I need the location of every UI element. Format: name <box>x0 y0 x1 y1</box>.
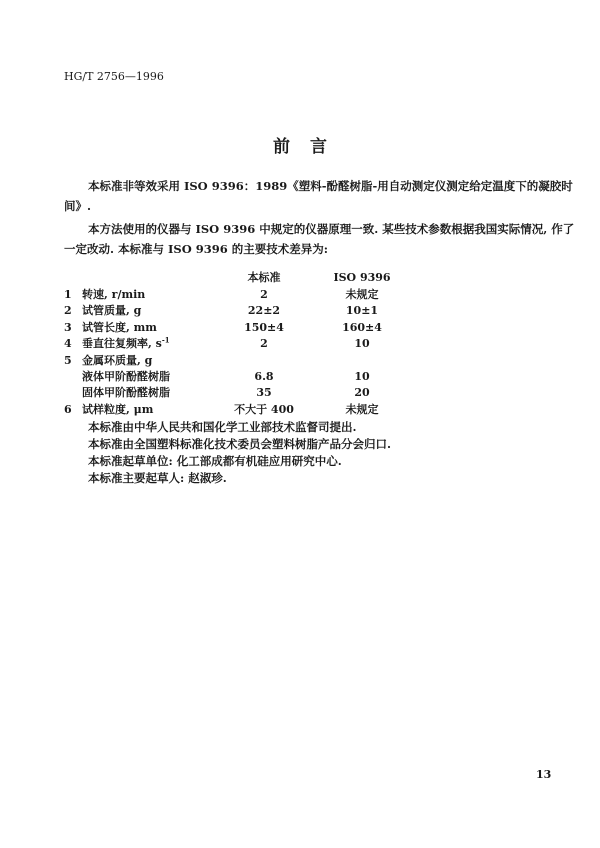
paragraph-1-line-2: 间》. <box>64 199 92 213</box>
paragraph-1-line-1: 本标准非等效采用 ISO 9396：1989《塑料-酚醛树脂-用自动测定仪测定给定温度下的凝胶时 <box>88 179 573 193</box>
note-4: 本标准主要起草人: 赵淑珍. <box>88 471 227 485</box>
iso-value: 10±1 <box>345 304 379 318</box>
standard-value: 不大于 400 <box>234 402 294 416</box>
iso-value: 10 <box>354 337 370 351</box>
row-number: 3 <box>64 320 72 334</box>
table-row <box>64 385 484 401</box>
row-label-text: 试样粒度, μm <box>82 402 154 416</box>
row-label-text: 垂直往复频率, s <box>82 337 162 351</box>
standard-value: 22±2 <box>247 304 281 318</box>
standard-value: 2 <box>260 337 268 351</box>
row-label <box>82 336 170 352</box>
table-row <box>64 287 484 303</box>
paragraph-2-line-2: 一定改动. 本标准与 ISO 9396 的主要技术差异为: <box>64 242 328 256</box>
page-number: 13 <box>536 768 552 781</box>
row-label <box>82 402 153 418</box>
row-label-text: 试管质量, g <box>82 304 142 318</box>
row-label <box>82 287 145 303</box>
row-label-text: 液体甲阶酚醛树脂 <box>82 370 170 383</box>
note-3: 本标准起草单位: 化工部成都有机硅应用研究中心. <box>88 454 342 468</box>
table-header <box>64 270 484 286</box>
table-row <box>64 353 484 369</box>
standard-value: 2 <box>260 288 268 301</box>
standard-value: 6.8 <box>254 370 274 383</box>
row-number: 1 <box>64 288 72 301</box>
row-number: 2 <box>64 304 72 318</box>
row-label-text: 固体甲阶酚醛树脂 <box>82 386 170 400</box>
row-number: 4 <box>64 337 72 351</box>
table-row <box>64 369 484 385</box>
iso-value: 160±4 <box>342 320 382 334</box>
row-number: 6 <box>64 402 72 416</box>
row-label <box>82 320 157 336</box>
row-label-text: 试管长度, mm <box>82 320 157 334</box>
table-row <box>64 320 484 336</box>
row-label <box>82 353 152 369</box>
note-2: 本标准由全国塑料标准化技术委员会塑料树脂产品分会归口. <box>88 437 392 451</box>
iso-value: 10 <box>354 370 370 383</box>
row-label-text: 金属环质量, g <box>82 353 153 367</box>
note-1: 本标准由中华人民共和国化学工业部技术监督司提出. <box>88 420 357 434</box>
standard-value: 35 <box>256 386 272 400</box>
table-row <box>64 303 484 319</box>
column-header-iso: ISO 9396 <box>333 271 391 284</box>
paragraph-2-line-1: 本方法使用的仪器与 ISO 9396 中规定的仪器原理一致. 某些技术参数根据我国实际情况, 作了 <box>88 222 575 236</box>
row-label <box>82 385 170 401</box>
column-header-standard: 本标准 <box>247 271 281 284</box>
row-number: 5 <box>64 353 72 367</box>
page-title: 前言 <box>273 137 347 157</box>
row-label-text: 转速, r/min <box>82 288 146 301</box>
row-label <box>82 369 170 385</box>
table-row <box>64 336 484 352</box>
document-header: HG/T 2756—1996 <box>64 70 164 83</box>
iso-value: 20 <box>354 386 370 400</box>
standard-value: 150±4 <box>244 320 284 334</box>
iso-value: 未规定 <box>345 288 379 301</box>
table-row <box>64 402 484 418</box>
row-label <box>82 303 141 319</box>
row-label-superscript: -1 <box>161 335 170 345</box>
iso-value: 未规定 <box>345 402 379 416</box>
